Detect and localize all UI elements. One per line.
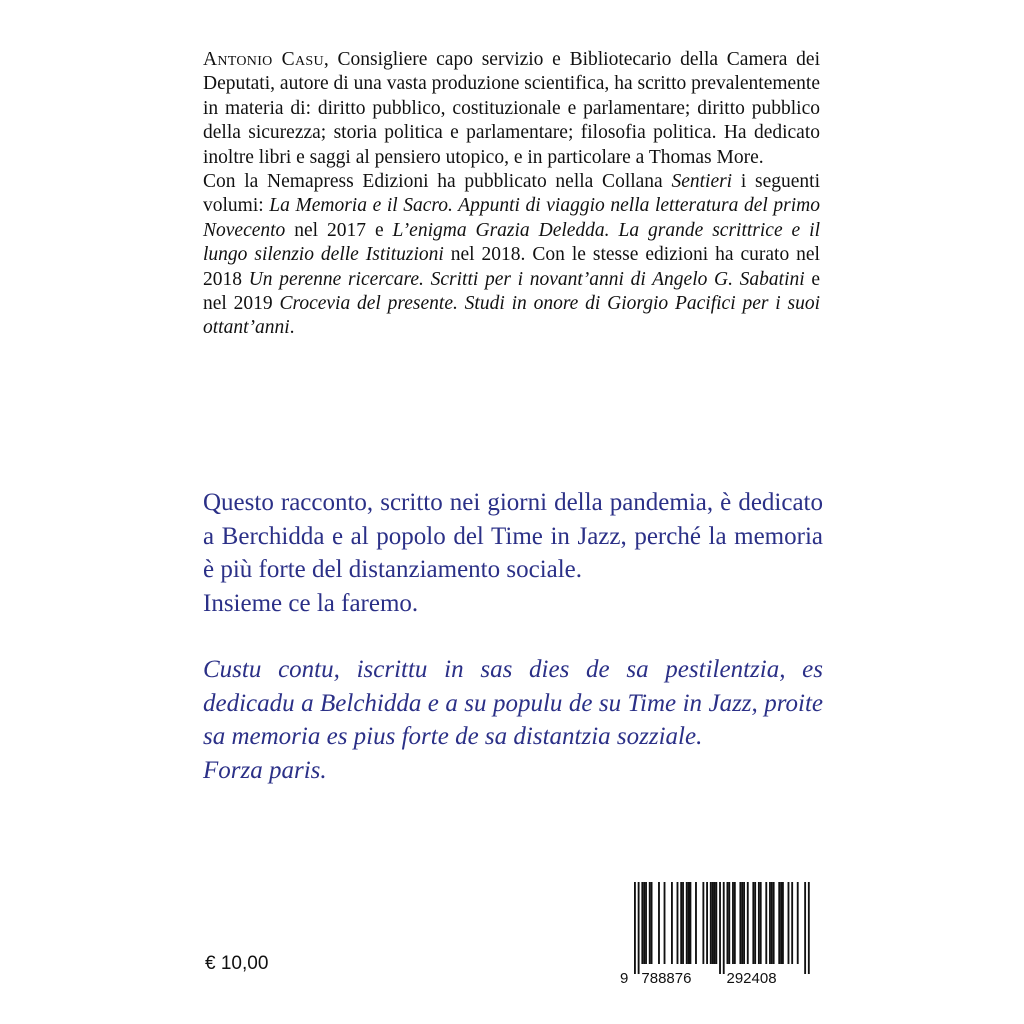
barcode-bar — [677, 882, 679, 964]
barcode-bar — [782, 882, 784, 964]
barcode-bar — [771, 882, 773, 964]
barcode-bar — [641, 882, 643, 964]
barcode-bar — [732, 882, 734, 964]
author-name: Antonio Casu — [203, 49, 324, 70]
author-biography — [203, 48, 820, 341]
barcode-bar — [658, 882, 660, 964]
barcode-bar — [727, 882, 729, 964]
dedication-sardinian-text: Custu contu, iscrittu in sas dies de sa pestilentzia, es dedicadu a Belchidda e a su populu de su Time in Jazz, proite sa memoria es pius forte de sa distantzia sozziale. — [203, 656, 823, 750]
barcode-bar — [634, 882, 636, 974]
barcode-bar — [715, 882, 717, 964]
bio-text: Con la Nemapress Edizioni ha pubblicato nella Collana — [203, 171, 672, 193]
isbn-barcode — [618, 880, 811, 988]
barcode-bar — [712, 882, 714, 964]
barcode-bar — [686, 882, 688, 964]
barcode-bar — [760, 882, 762, 964]
barcode-bar — [690, 882, 692, 964]
dedication-italian-text: Questo racconto, scritto nei giorni della pandemia, è dedicato a Berchidda e al popolo del Time in Jazz, perché la memoria è più forte del distanziamento sociale. — [203, 489, 823, 583]
barcode-bar — [741, 882, 743, 964]
barcode-bar — [734, 882, 736, 964]
dedication-italian — [203, 486, 823, 620]
barcode-bar — [773, 882, 775, 964]
dedication-sardinian — [203, 653, 823, 787]
barcode-bar — [765, 882, 767, 964]
book-title-2: L’enigma Grazia Deledda. La grande scrittrice e il lungo silenzio delle Istituzioni — [203, 219, 820, 266]
barcode-bar — [706, 882, 708, 964]
barcode-bar — [808, 882, 810, 974]
barcode-bar — [778, 882, 780, 964]
bio-text: . — [289, 317, 295, 339]
barcode-bar — [723, 882, 725, 974]
barcode-digits-right: 292408 — [726, 970, 777, 987]
bio-text: e nel 2019 — [203, 268, 821, 315]
bio-text: nel 2017 e — [285, 219, 393, 241]
barcode-bar — [739, 882, 741, 964]
book-title-3: Un perenne ricercare. Scritti per i novant’anni di Angelo G. Sabatini — [248, 268, 805, 290]
barcode-bar — [671, 882, 673, 964]
bio-text: nel 2018. Con le stesse edizioni ha curato nel 2018 — [203, 244, 820, 290]
barcode-bar — [645, 882, 647, 964]
barcode-bar — [797, 882, 799, 964]
barcode-first-digit: 9 — [620, 970, 629, 987]
barcode-bar — [702, 882, 704, 964]
barcode-bar — [682, 882, 684, 964]
dedication-sardinian-closing: Forza paris. — [203, 756, 327, 784]
barcode-bar — [728, 882, 730, 964]
barcode-bar — [680, 882, 682, 964]
price-label: € 10,00 — [205, 953, 269, 974]
barcode-bar — [719, 882, 721, 974]
bio-paragraph-2 — [203, 170, 820, 341]
bio-paragraph-1 — [203, 48, 820, 170]
barcode-bar — [710, 882, 712, 964]
barcode-bar — [714, 882, 716, 964]
barcode-digits-left: 788876 — [641, 970, 692, 987]
barcode-bar — [758, 882, 760, 964]
barcode-bar — [649, 882, 651, 964]
barcode-bar — [695, 882, 697, 964]
series-name: Sentieri — [671, 171, 733, 193]
bio-text: , Consigliere capo servizio e Bibliotecario della Camera dei Deputati, autore di una vasta produzione scientifica, ha scritto prevalentemente in materia di: diritto pubblico, costituzionale e parlamentare; diritto pubblico della sicurezza; storia politica e parlamentare; filosofia politica. Ha dedicato inoltre libri e saggi al pensiero utopico, e in particolare a Thomas More. — [203, 49, 820, 168]
barcode-graphic — [618, 880, 811, 988]
barcode-bar — [747, 882, 749, 964]
book-title-1: La Memoria e il Sacro. Appunti di viaggio nella letteratura del primo Novecento — [203, 195, 820, 241]
barcode-bar — [651, 882, 653, 964]
barcode-bar — [788, 882, 790, 964]
barcode-bar — [780, 882, 782, 964]
barcode-bar — [688, 882, 690, 964]
barcode-bar — [752, 882, 754, 964]
barcode-bar — [804, 882, 806, 974]
barcode-bar — [791, 882, 793, 964]
barcode-bar — [769, 882, 771, 964]
barcode-bar — [664, 882, 666, 964]
barcode-bar — [743, 882, 745, 964]
book-title-4: Crocevia del presente. Studi in onore di Giorgio Pacifici per i suoi ottant’anni — [203, 293, 820, 339]
bio-text: i seguenti volumi: — [203, 171, 820, 217]
barcode-bar — [643, 882, 645, 964]
barcode-bar — [754, 882, 756, 964]
barcode-bar — [638, 882, 640, 974]
dedication-italian-closing: Insieme ce la faremo. — [203, 589, 419, 617]
